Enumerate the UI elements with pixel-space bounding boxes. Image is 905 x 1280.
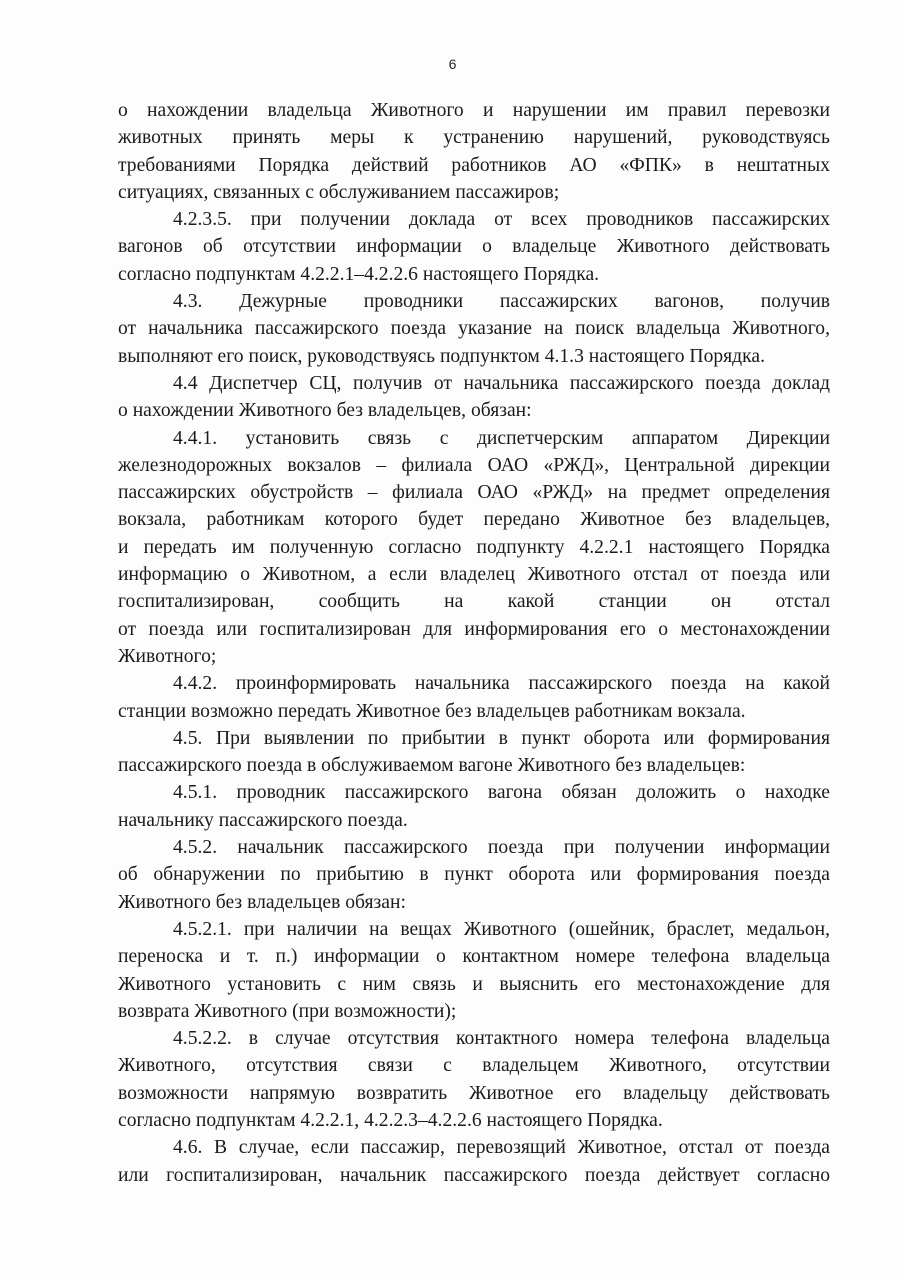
text-line: согласно подпунктам 4.2.2.1, 4.2.2.3–4.2.2.6 настоящего Порядка. (118, 1109, 663, 1131)
text-line: 4.5. При выявлении по прибытии в пункт оборота или формирования (173, 727, 830, 749)
text-line: вокзала, работникам которого будет передано Животное без владельцев, (118, 509, 830, 531)
text-line: Животного, отсутствия связи с владельцем Животного, отсутствии (118, 1055, 830, 1077)
paragraph-continuation (118, 97, 830, 206)
text-line: выполняют его поиск, руководствуясь подпунктом 4.1.3 настоящего Порядка. (118, 345, 765, 367)
text-line: пассажирских обустройств – филиала ОАО «РЖД» на предмет определения (118, 482, 830, 504)
text-line: об обнаружении по прибытию в пункт оборота или формирования поезда (118, 864, 830, 886)
paragraph-4-6 (118, 1134, 830, 1189)
text-line: 4.4 Диспетчер СЦ, получив от начальника пассажирского поезда доклад (173, 372, 830, 394)
text-line: возврата Животного (при возможности); (118, 1000, 457, 1022)
text-line: возможности напрямую возвратить Животное его владельцу действовать (118, 1082, 830, 1104)
text-line: 4.4.2. проинформировать начальника пассажирского поезда на какой (173, 673, 830, 695)
text-line: и передать им полученную согласно подпункту 4.2.2.1 настоящего Порядка (118, 536, 830, 558)
text-line: согласно подпунктам 4.2.2.1–4.2.2.6 настоящего Порядка. (118, 263, 600, 285)
document-body (118, 97, 830, 1189)
text-line: от поезда или госпитализирован для информирования его о местонахождении (118, 618, 830, 640)
text-line: животных принять меры к устранению нарушений, руководствуясь (118, 127, 830, 149)
text-line: вагонов об отсутствии информации о владельце Животного действовать (118, 236, 830, 258)
text-line: станции возможно передать Животное без владельцев работникам вокзала. (118, 700, 746, 722)
text-line: железнодорожных вокзалов – филиала ОАО «РЖД», Центральной дирекции (118, 454, 830, 476)
text-line: Животного без владельцев обязан: (118, 891, 406, 913)
text-line: 4.5.1. проводник пассажирского вагона обязан доложить о находке (173, 782, 830, 804)
paragraph-4-3 (118, 288, 830, 370)
paragraph-4-4-1 (118, 425, 830, 671)
paragraph-4-5-2-2 (118, 1025, 830, 1134)
text-line: пассажирского поезда в обслуживаемом вагоне Животного без владельцев: (118, 755, 746, 777)
text-line: требованиями Порядка действий работников АО «ФПК» в нештатных (118, 154, 830, 176)
paragraph-4-5-2 (118, 834, 830, 916)
text-line: начальнику пассажирского поезда. (118, 809, 408, 831)
text-line: 4.5.2.2. в случае отсутствия контактного номера телефона владельца (173, 1028, 830, 1050)
paragraph-4-5-1 (118, 779, 830, 834)
text-line: 4.3. Дежурные проводники пассажирских вагонов, получив (173, 291, 830, 313)
text-line: 4.5.2.1. при наличии на вещах Животного (ошейник, браслет, медальон, (173, 918, 830, 940)
text-line: ситуациях, связанных с обслуживанием пассажиров; (118, 181, 560, 203)
text-line: 4.2.3.5. при получении доклада от всех проводников пассажирских (173, 209, 830, 231)
paragraph-4-5 (118, 725, 830, 780)
paragraph-4-4 (118, 370, 830, 425)
text-line: 4.6. В случае, если пассажир, перевозящий Животное, отстал от поезда (173, 1137, 830, 1159)
paragraph-4-4-2 (118, 670, 830, 725)
text-line: информацию о Животном, а если владелец Животного отстал от поезда или (118, 564, 830, 586)
text-line: 4.4.1. установить связь с диспетчерским аппаратом Дирекции (173, 427, 830, 449)
text-line: переноска и т. п.) информации о контактном номере телефона владельца (118, 946, 830, 968)
text-line: госпитализирован, сообщить на какой станции он отстал (118, 591, 830, 613)
text-line: 4.5.2. начальник пассажирского поезда при получении информации (173, 837, 830, 859)
text-line: о нахождении Животного без владельцев, обязан: (118, 400, 532, 422)
text-line: Животного; (118, 645, 217, 667)
text-line: о нахождении владельца Животного и нарушении им правил перевозки (118, 100, 830, 121)
page-number: 6 (448, 56, 457, 72)
paragraph-4-2-3-5 (118, 206, 830, 288)
text-line: от начальника пассажирского поезда указание на поиск владельца Животного, (118, 318, 830, 340)
text-line: Животного установить с ним связь и выяснить его местонахождение для (118, 973, 830, 995)
paragraph-4-5-2-1 (118, 916, 830, 1025)
text-line: или госпитализирован, начальник пассажирского поезда действует согласно (118, 1164, 830, 1186)
